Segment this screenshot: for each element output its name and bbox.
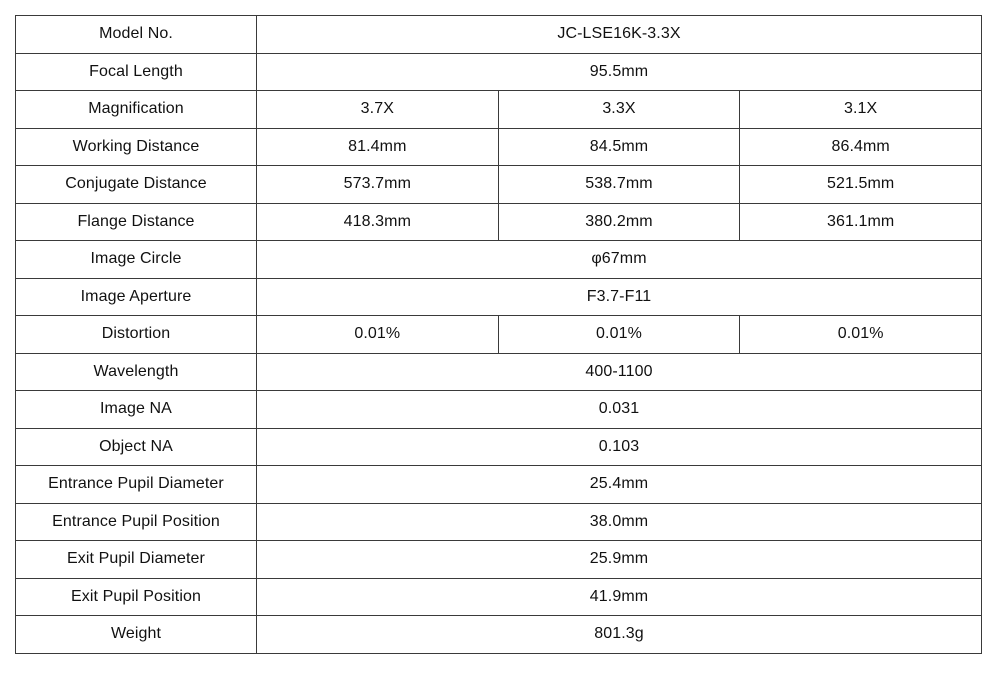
row-value: 0.01% (740, 316, 982, 354)
spec-table-body (16, 16, 982, 654)
row-value: 25.9mm (257, 541, 982, 579)
table-row (16, 466, 982, 504)
row-label: Exit Pupil Position (16, 578, 257, 616)
row-value: 0.103 (257, 428, 982, 466)
table-row (16, 16, 982, 54)
row-value: 38.0mm (257, 503, 982, 541)
row-value: 25.4mm (257, 466, 982, 504)
row-label: Distortion (16, 316, 257, 354)
table-row (16, 503, 982, 541)
table-row (16, 353, 982, 391)
row-value: 521.5mm (740, 166, 982, 204)
row-label: Weight (16, 616, 257, 654)
row-value: 538.7mm (498, 166, 740, 204)
row-value: 0.01% (498, 316, 740, 354)
row-value: JC-LSE16K-3.3X (257, 16, 982, 54)
row-value: 801.3g (257, 616, 982, 654)
row-label: Conjugate Distance (16, 166, 257, 204)
table-row (16, 316, 982, 354)
row-value: 95.5mm (257, 53, 982, 91)
row-value: 0.031 (257, 391, 982, 429)
table-row (16, 278, 982, 316)
row-label: Image Circle (16, 241, 257, 279)
row-label: Exit Pupil Diameter (16, 541, 257, 579)
table-row (16, 91, 982, 129)
table-row (16, 166, 982, 204)
row-label: Object NA (16, 428, 257, 466)
row-label: Wavelength (16, 353, 257, 391)
row-value: 41.9mm (257, 578, 982, 616)
row-label: Entrance Pupil Position (16, 503, 257, 541)
row-label: Magnification (16, 91, 257, 129)
table-row (16, 241, 982, 279)
row-label: Image Aperture (16, 278, 257, 316)
row-value: F3.7-F11 (257, 278, 982, 316)
row-label: Entrance Pupil Diameter (16, 466, 257, 504)
row-value: 86.4mm (740, 128, 982, 166)
table-row (16, 616, 982, 654)
row-label: Flange Distance (16, 203, 257, 241)
table-row (16, 391, 982, 429)
row-label: Model No. (16, 16, 257, 54)
table-row (16, 541, 982, 579)
row-value: φ67mm (257, 241, 982, 279)
table-row (16, 53, 982, 91)
table-row (16, 428, 982, 466)
row-value: 3.1X (740, 91, 982, 129)
row-value: 84.5mm (498, 128, 740, 166)
row-label: Image NA (16, 391, 257, 429)
row-value: 81.4mm (257, 128, 499, 166)
spec-table (15, 15, 982, 654)
row-value: 361.1mm (740, 203, 982, 241)
row-value: 0.01% (257, 316, 499, 354)
row-value: 380.2mm (498, 203, 740, 241)
row-value: 573.7mm (257, 166, 499, 204)
table-row (16, 203, 982, 241)
table-row (16, 128, 982, 166)
row-value: 3.3X (498, 91, 740, 129)
row-value: 400-1100 (257, 353, 982, 391)
row-value: 3.7X (257, 91, 499, 129)
row-label: Focal Length (16, 53, 257, 91)
table-row (16, 578, 982, 616)
row-value: 418.3mm (257, 203, 499, 241)
row-label: Working Distance (16, 128, 257, 166)
